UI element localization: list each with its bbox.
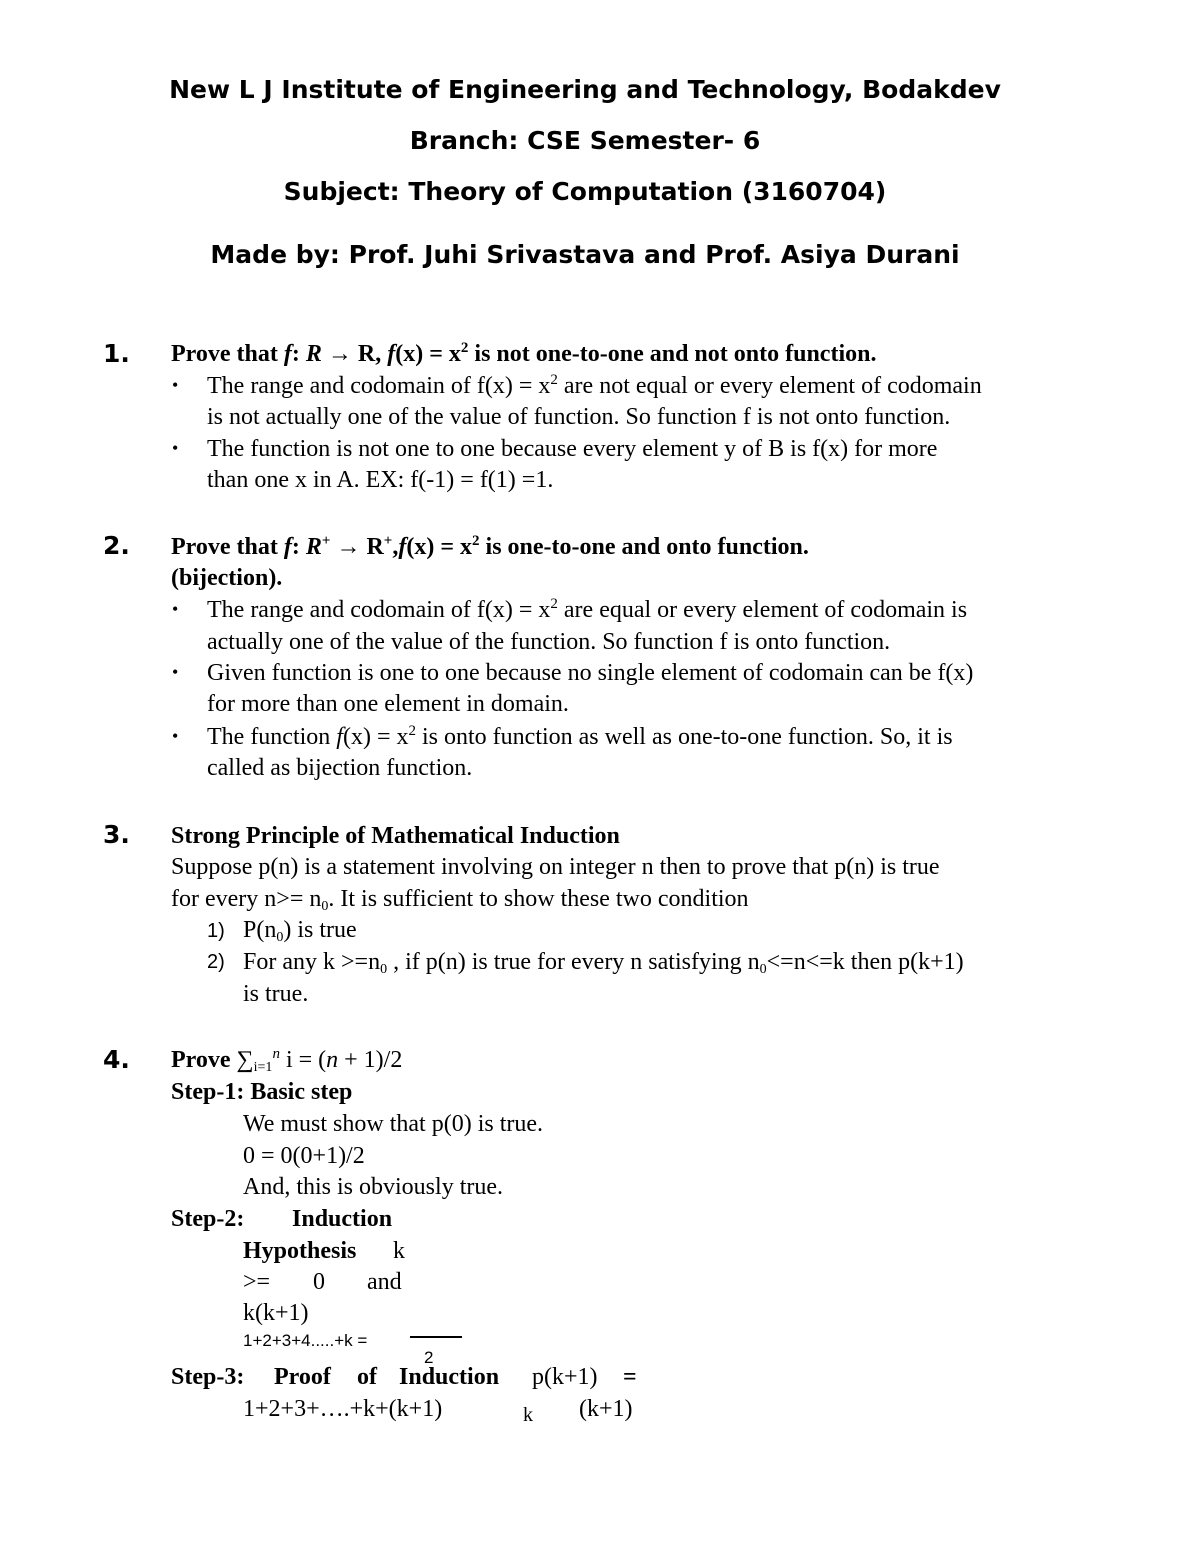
q3-item1-text: $P(n_0)$ is true: [243, 917, 357, 945]
q4-step2-denominator: 2: [424, 1348, 434, 1367]
q2-bullet2-line2: for more than one element in domain.: [207, 691, 569, 717]
branch-line: Branch: CSE Semester- 6: [409, 126, 761, 155]
bullet-icon: •: [172, 726, 179, 746]
q4-step2-and: and: [367, 1269, 402, 1295]
q2-bullet2-line1: Given function is one to one because no single element of codomain can be f(x): [207, 660, 974, 686]
q3-paragraph-line1: Suppose p(n) is a statement involving on integer n then to prove that p(n) is true: [171, 854, 940, 880]
q4-step2-k: k: [393, 1238, 405, 1264]
q3-item2-text: For any $k >=n_0$ , if p(n) is true for every n satisfying $n_0<=n<=k$ then p(k+1): [243, 949, 964, 977]
q4-step2-sum: 1+2+3+4.....+k =: [243, 1331, 368, 1350]
q3-item2-line2: is true.: [243, 981, 309, 1007]
bullet-icon: •: [172, 438, 179, 458]
q4-step3-line2: 1+2+3+….+k+(k+1): [243, 1396, 443, 1422]
q4-step3-proof: Proof: [274, 1364, 331, 1390]
q1-bullet1-line2: is not actually one of the value of function. So function f is not onto function.: [207, 404, 951, 430]
q2-bullet1-line2: actually one of the value of the function. So function f is onto function.: [207, 629, 891, 655]
q4-number: 4.: [103, 1045, 130, 1074]
q4-title: Prove $\sum_{i=1}^n$ i = (n + 1)/2: [171, 1046, 403, 1075]
q4-step2-hypothesis: Hypothesis: [243, 1238, 357, 1264]
q4-step1-label: Step-1: Basic step: [171, 1079, 353, 1105]
made-by-line: Made by: Prof. Juhi Srivastava and Prof. Asiya Durani: [210, 240, 960, 269]
q3-title: Strong Principle of Mathematical Induction: [171, 823, 620, 849]
q1-number: 1.: [103, 339, 130, 368]
q3-item2-number: 2): [207, 951, 225, 973]
q1-bullet1-line1: The range and codomain of $f(x) = x^2$ are not equal or every element of codomain: [207, 372, 982, 399]
q2-bullet3-line1: The function $f(x) = x^2$ is onto function as well as one-to-one function. So, it is: [207, 723, 953, 750]
q3-item1-number: 1): [207, 920, 225, 942]
q2-title-line2: (bijection).: [171, 565, 283, 591]
bullet-icon: •: [172, 599, 179, 619]
q1-title: Prove that f: R → R, $f(x) = x^2$ is not one-to-one and not onto function.: [171, 340, 877, 367]
q4-step2-numerator: k(k+1): [243, 1300, 309, 1326]
bullet-icon: •: [172, 662, 179, 682]
q4-step2-label: Step-2:: [171, 1206, 245, 1232]
q4-step3-kplus1: (k+1): [579, 1396, 633, 1422]
q4-step3-label: Step-3:: [171, 1364, 245, 1390]
q3-paragraph-line2: for every $n>= n_0$. It is sufficient to show these two condition: [171, 886, 749, 914]
q4-step1-line2: 0 = 0(0+1)/2: [243, 1143, 365, 1169]
q4-step2-ge: >=: [243, 1269, 271, 1295]
fraction-line: [410, 1336, 462, 1338]
q4-step3-of: of: [357, 1364, 377, 1390]
q4-step3-equals: =: [623, 1364, 637, 1390]
q4-step2-label-induction: Induction: [292, 1206, 393, 1232]
q4-step1-line3: And, this is obviously true.: [243, 1174, 504, 1200]
q2-bullet1-line1: The range and codomain of $f(x) = x^2$ are equal or every element of codomain is: [207, 596, 968, 623]
q1-bullet2-line1: The function is not one to one because every element y of B is f(x) for more: [207, 436, 938, 462]
q4-step1-line1: We must show that p(0) is true.: [243, 1111, 544, 1137]
institute-title: New L J Institute of Engineering and Technology, Bodakdev: [169, 75, 1001, 104]
bullet-icon: •: [172, 375, 179, 395]
q4-step3-k: k: [523, 1404, 533, 1426]
q4-step3-pk1: p(k+1): [532, 1364, 598, 1390]
subject-line: Subject: Theory of Computation (3160704): [283, 177, 887, 206]
q3-number: 3.: [103, 820, 130, 849]
q4-step3-induction: Induction: [399, 1364, 500, 1390]
q1-bullet2-line2: than one x in A. EX: f(-1) = f(1) =1.: [207, 467, 554, 493]
q2-bullet3-line2: called as bijection function.: [207, 755, 473, 781]
q2-title: Prove that f: $R^+ \to R^+,f(x) = x^2$ is one-to-one and onto function.: [171, 533, 809, 560]
q2-number: 2.: [103, 531, 130, 560]
q4-step2-zero: 0: [313, 1269, 325, 1295]
